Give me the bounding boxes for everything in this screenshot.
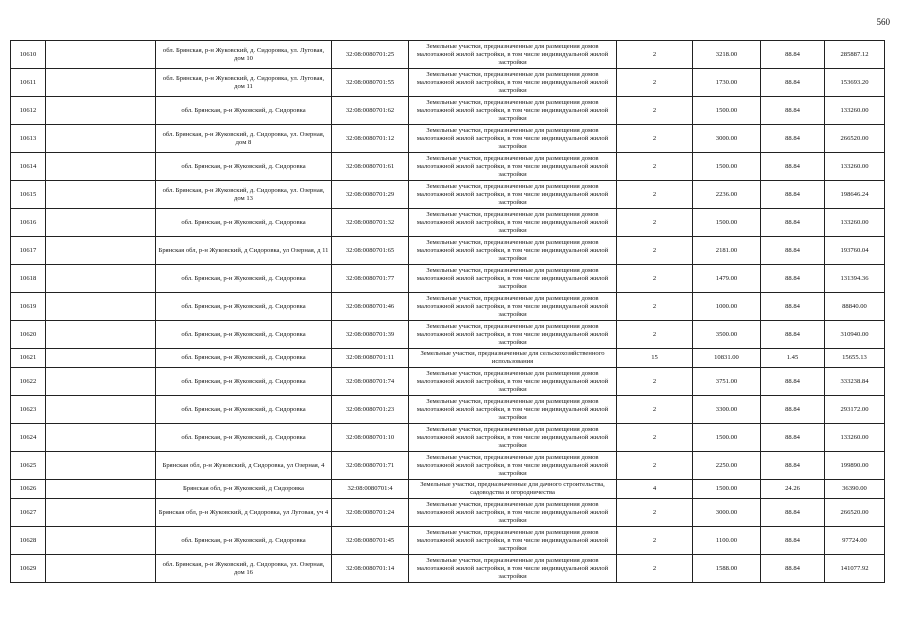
table-row [11,41,885,69]
cell-address: обл. Брянская, р-н Жуковский, д. Сидоровка [156,527,332,555]
cell-rate: 88.84 [761,499,825,527]
cell-land-use-purpose: Земельные участки, предназначенные для размещения домов малоэтажной жилой застройки, в том числе индивидуальной жилой застройки [409,181,617,209]
cell-area: 2236.00 [693,181,761,209]
cell-address: обл. Брянская, р-н Жуковский, д. Сидоровка [156,293,332,321]
table-row [11,424,885,452]
cell-rate: 88.84 [761,424,825,452]
cell-group-number: 2 [617,153,693,181]
cell-area: 1730.00 [693,69,761,97]
cell-group-number: 2 [617,69,693,97]
cell-spacer [46,555,156,583]
cell-cadastral-number: 32:08:0080701:71 [332,452,409,480]
cell-cadastral-value: 133260.00 [825,153,885,181]
cell-spacer [46,368,156,396]
cell-group-number: 2 [617,321,693,349]
cell-rate: 88.84 [761,153,825,181]
cell-address: обл. Брянская, р-н Жуковский, д. Сидоровка, ул. Луговая, дом 10 [156,41,332,69]
cell-record-number: 10618 [11,265,46,293]
cell-area: 1500.00 [693,153,761,181]
cell-record-number: 10616 [11,209,46,237]
table-row [11,293,885,321]
cell-area: 3000.00 [693,499,761,527]
cell-land-use-purpose: Земельные участки, предназначенные для размещения домов малоэтажной жилой застройки, в том числе индивидуальной жилой застройки [409,368,617,396]
cell-rate: 88.84 [761,293,825,321]
cell-rate: 88.84 [761,265,825,293]
cell-cadastral-number: 32:08:0080701:62 [332,97,409,125]
cell-cadastral-number: 32:08:0080701:74 [332,368,409,396]
cell-area: 1479.00 [693,265,761,293]
cell-spacer [46,452,156,480]
cell-group-number: 2 [617,125,693,153]
cell-cadastral-value: 333238.84 [825,368,885,396]
cell-rate: 88.84 [761,555,825,583]
table-row [11,97,885,125]
table-row [11,181,885,209]
cell-cadastral-value: 36390.00 [825,480,885,499]
cell-cadastral-value: 198646.24 [825,181,885,209]
cell-cadastral-value: 133260.00 [825,97,885,125]
cell-address: обл. Брянская, р-н Жуковский, д. Сидоровка [156,368,332,396]
cell-land-use-purpose: Земельные участки, предназначенные для дачного строительства, садоводства и огородничества [409,480,617,499]
cell-group-number: 2 [617,555,693,583]
table-body [11,41,885,583]
land-valuation-table [10,40,885,583]
cell-address: Брянская обл, р-н Жуковский, д Сидоровка, ул Озерная, 4 [156,452,332,480]
cell-area: 3300.00 [693,396,761,424]
cell-land-use-purpose: Земельные участки, предназначенные для размещения домов малоэтажной жилой застройки, в том числе индивидуальной жилой застройки [409,153,617,181]
cell-address: обл. Брянская, р-н Жуковский, д. Сидоровка [156,321,332,349]
cell-spacer [46,181,156,209]
cell-cadastral-value: 310940.00 [825,321,885,349]
cell-record-number: 10626 [11,480,46,499]
cell-address: обл. Брянская, р-н Жуковский, д. Сидоровка, ул. Озерная, дом 8 [156,125,332,153]
cell-land-use-purpose: Земельные участки, предназначенные для сельскохозяйственного использования [409,349,617,368]
cell-cadastral-number: 32:08:0080701:65 [332,237,409,265]
cell-record-number: 10612 [11,97,46,125]
cell-cadastral-number: 32:08:0080701:39 [332,321,409,349]
cell-group-number: 2 [617,41,693,69]
cell-cadastral-value: 266520.00 [825,125,885,153]
cell-cadastral-number: 32:08:0080701:25 [332,41,409,69]
cell-land-use-purpose: Земельные участки, предназначенные для размещения домов малоэтажной жилой застройки, в том числе индивидуальной жилой застройки [409,209,617,237]
cell-area: 1100.00 [693,527,761,555]
cell-land-use-purpose: Земельные участки, предназначенные для размещения домов малоэтажной жилой застройки, в том числе индивидуальной жилой застройки [409,237,617,265]
cell-record-number: 10617 [11,237,46,265]
table-row [11,480,885,499]
cell-land-use-purpose: Земельные участки, предназначенные для размещения домов малоэтажной жилой застройки, в том числе индивидуальной жилой застройки [409,97,617,125]
cell-address: обл. Брянская, р-н Жуковский, д. Сидоровка, ул. Луговая, дом 11 [156,69,332,97]
cell-spacer [46,321,156,349]
table-row [11,349,885,368]
cell-spacer [46,349,156,368]
cell-cadastral-number: 32:08:0080701:77 [332,265,409,293]
cell-address: Брянская обл, р-н Жуковский, д Сидоровка [156,480,332,499]
cell-cadastral-number: 32:08:0080701:12 [332,125,409,153]
cell-spacer [46,69,156,97]
table-row [11,555,885,583]
cell-cadastral-number: 32:08:0080701:46 [332,293,409,321]
cell-address: обл. Брянская, р-н Жуковский, д. Сидоровка [156,97,332,125]
page-number: 560 [876,17,890,27]
cell-spacer [46,209,156,237]
cell-cadastral-number: 32:08:0080701:32 [332,209,409,237]
table-row [11,527,885,555]
cell-rate: 88.84 [761,41,825,69]
cell-rate: 88.84 [761,209,825,237]
cell-spacer [46,265,156,293]
cell-area: 1500.00 [693,97,761,125]
cell-rate: 88.84 [761,181,825,209]
cell-cadastral-value: 141077.92 [825,555,885,583]
cell-group-number: 15 [617,349,693,368]
cell-area: 1500.00 [693,424,761,452]
cell-cadastral-value: 266520.00 [825,499,885,527]
cell-cadastral-number: 32:08:0080701:23 [332,396,409,424]
cell-rate: 88.84 [761,527,825,555]
cell-record-number: 10625 [11,452,46,480]
cell-record-number: 10614 [11,153,46,181]
cell-address: обл. Брянская, р-н Жуковский, д. Сидоровка [156,265,332,293]
cell-spacer [46,424,156,452]
cell-cadastral-value: 133260.00 [825,424,885,452]
cell-record-number: 10628 [11,527,46,555]
cell-area: 3000.00 [693,125,761,153]
table-row [11,265,885,293]
cell-area: 10831.00 [693,349,761,368]
cell-land-use-purpose: Земельные участки, предназначенные для размещения домов малоэтажной жилой застройки, в том числе индивидуальной жилой застройки [409,265,617,293]
cell-area: 3500.00 [693,321,761,349]
cell-land-use-purpose: Земельные участки, предназначенные для размещения домов малоэтажной жилой застройки, в том числе индивидуальной жилой застройки [409,555,617,583]
table-row [11,499,885,527]
cell-cadastral-value: 285887.12 [825,41,885,69]
table-row [11,125,885,153]
table-row [11,209,885,237]
cell-spacer [46,237,156,265]
table-row [11,237,885,265]
cell-area: 3218.00 [693,41,761,69]
cell-area: 1000.00 [693,293,761,321]
cell-cadastral-value: 88840.00 [825,293,885,321]
cell-group-number: 2 [617,396,693,424]
cell-area: 1588.00 [693,555,761,583]
cell-group-number: 4 [617,480,693,499]
cell-rate: 88.84 [761,368,825,396]
cell-record-number: 10619 [11,293,46,321]
cell-cadastral-number: 32:08:0080701:24 [332,499,409,527]
cell-address: обл. Брянская, р-н Жуковский, д. Сидоровка [156,396,332,424]
cell-address: Брянская обл, р-н Жуковский, д Сидоровка, ул Луговая, уч 4 [156,499,332,527]
cell-record-number: 10610 [11,41,46,69]
cell-group-number: 2 [617,237,693,265]
cell-cadastral-number: 32:08:0080701:55 [332,69,409,97]
cell-spacer [46,97,156,125]
table-row [11,396,885,424]
cell-group-number: 2 [617,424,693,452]
cell-record-number: 10623 [11,396,46,424]
cell-area: 2181.00 [693,237,761,265]
cell-rate: 88.84 [761,396,825,424]
cell-land-use-purpose: Земельные участки, предназначенные для размещения домов малоэтажной жилой застройки, в том числе индивидуальной жилой застройки [409,499,617,527]
cell-area: 2250.00 [693,452,761,480]
cell-spacer [46,527,156,555]
cell-cadastral-value: 15655.13 [825,349,885,368]
table-row [11,321,885,349]
cell-group-number: 2 [617,181,693,209]
cell-land-use-purpose: Земельные участки, предназначенные для размещения домов малоэтажной жилой застройки, в том числе индивидуальной жилой застройки [409,293,617,321]
cell-group-number: 2 [617,499,693,527]
cell-spacer [46,125,156,153]
table-row [11,452,885,480]
cell-spacer [46,396,156,424]
cell-group-number: 2 [617,209,693,237]
cell-rate: 1.45 [761,349,825,368]
cell-address: обл. Брянская, р-н Жуковский, д. Сидоровка, ул. Озерная, дом 16 [156,555,332,583]
cell-land-use-purpose: Земельные участки, предназначенные для размещения домов малоэтажной жилой застройки, в том числе индивидуальной жилой застройки [409,424,617,452]
cell-group-number: 2 [617,452,693,480]
cell-cadastral-value: 97724.00 [825,527,885,555]
cell-rate: 88.84 [761,125,825,153]
cell-record-number: 10615 [11,181,46,209]
cell-land-use-purpose: Земельные участки, предназначенные для размещения домов малоэтажной жилой застройки, в том числе индивидуальной жилой застройки [409,69,617,97]
cell-spacer [46,153,156,181]
cell-spacer [46,41,156,69]
cell-land-use-purpose: Земельные участки, предназначенные для размещения домов малоэтажной жилой застройки, в том числе индивидуальной жилой застройки [409,125,617,153]
cell-group-number: 2 [617,293,693,321]
table-row [11,153,885,181]
table-row [11,368,885,396]
cell-cadastral-value: 133260.00 [825,209,885,237]
cell-rate: 88.84 [761,97,825,125]
cell-spacer [46,499,156,527]
cell-land-use-purpose: Земельные участки, предназначенные для размещения домов малоэтажной жилой застройки, в том числе индивидуальной жилой застройки [409,41,617,69]
cell-rate: 88.84 [761,237,825,265]
cell-spacer [46,480,156,499]
cell-cadastral-number: 32:08:0080701:4 [332,480,409,499]
cell-group-number: 2 [617,527,693,555]
cell-rate: 88.84 [761,69,825,97]
cell-rate: 88.84 [761,452,825,480]
cell-record-number: 10624 [11,424,46,452]
cell-record-number: 10622 [11,368,46,396]
cell-spacer [46,293,156,321]
cell-rate: 88.84 [761,321,825,349]
cell-record-number: 10611 [11,69,46,97]
cell-cadastral-number: 32:08:0080701:29 [332,181,409,209]
cell-record-number: 10621 [11,349,46,368]
cell-group-number: 2 [617,265,693,293]
cell-cadastral-number: 32:08:0080701:61 [332,153,409,181]
cell-address: обл. Брянская, р-н Жуковский, д. Сидоровка [156,349,332,368]
cell-area: 3751.00 [693,368,761,396]
cell-cadastral-value: 199890.00 [825,452,885,480]
cell-record-number: 10629 [11,555,46,583]
cell-address: обл. Брянская, р-н Жуковский, д. Сидоровка [156,424,332,452]
cell-cadastral-value: 131394.36 [825,265,885,293]
cell-address: обл. Брянская, р-н Жуковский, д. Сидоровка, ул. Озерная, дом 13 [156,181,332,209]
cell-land-use-purpose: Земельные участки, предназначенные для размещения домов малоэтажной жилой застройки, в том числе индивидуальной жилой застройки [409,527,617,555]
cell-cadastral-number: 32:08:0080701:11 [332,349,409,368]
cell-record-number: 10613 [11,125,46,153]
cell-group-number: 2 [617,368,693,396]
cell-address: обл. Брянская, р-н Жуковский, д. Сидоровка [156,153,332,181]
cell-land-use-purpose: Земельные участки, предназначенные для размещения домов малоэтажной жилой застройки, в том числе индивидуальной жилой застройки [409,396,617,424]
cell-area: 1500.00 [693,480,761,499]
cell-cadastral-value: 193760.04 [825,237,885,265]
cell-record-number: 10620 [11,321,46,349]
cell-record-number: 10627 [11,499,46,527]
cell-address: Брянская обл, р-н Жуковский, д Сидоровка, ул Озерная, д 11 [156,237,332,265]
cell-rate: 24.26 [761,480,825,499]
cell-cadastral-number: 32:08:0080701:10 [332,424,409,452]
cell-land-use-purpose: Земельные участки, предназначенные для размещения домов малоэтажной жилой застройки, в том числе индивидуальной жилой застройки [409,452,617,480]
cell-cadastral-number: 32:08:0080701:14 [332,555,409,583]
cell-cadastral-value: 153693.20 [825,69,885,97]
cell-area: 1500.00 [693,209,761,237]
cell-group-number: 2 [617,97,693,125]
table-row [11,69,885,97]
cell-address: обл. Брянская, р-н Жуковский, д. Сидоровка [156,209,332,237]
cell-cadastral-number: 32:08:0080701:45 [332,527,409,555]
cell-land-use-purpose: Земельные участки, предназначенные для размещения домов малоэтажной жилой застройки, в том числе индивидуальной жилой застройки [409,321,617,349]
cell-cadastral-value: 293172.00 [825,396,885,424]
